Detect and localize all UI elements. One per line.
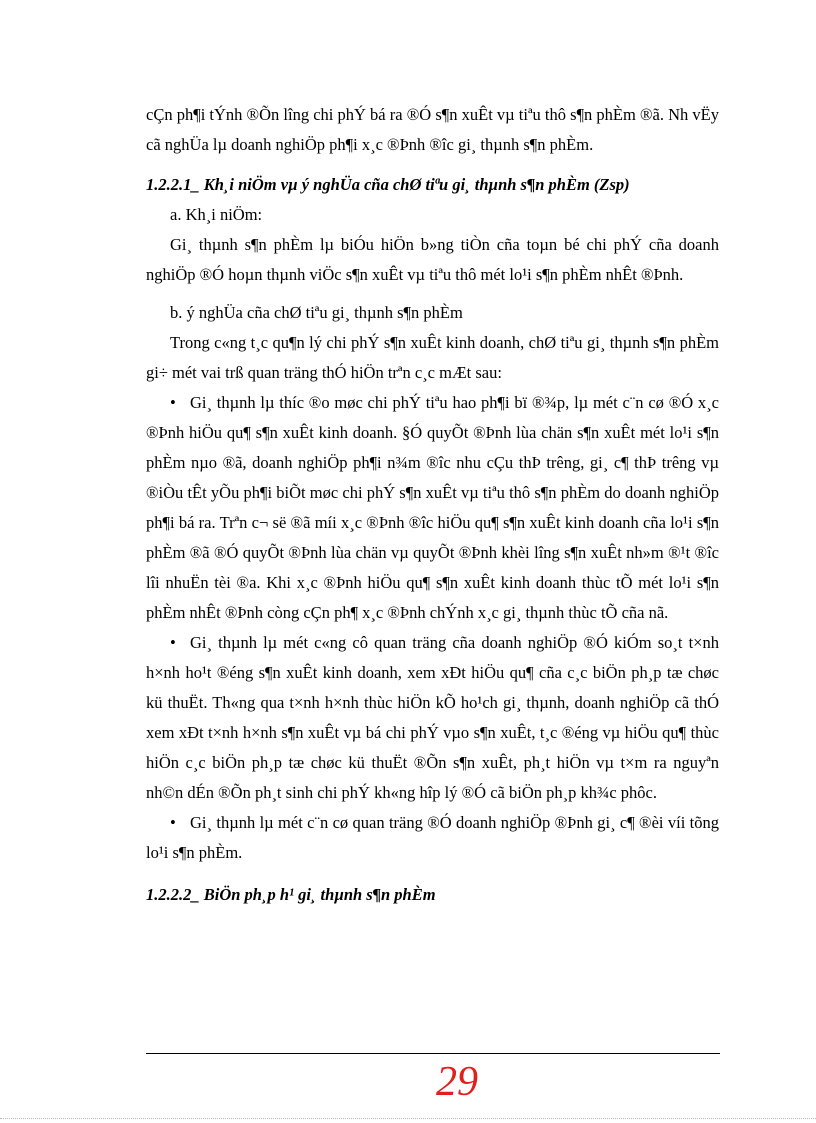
paragraph-significance: Trong c«ng t¸c qu¶n lý chi phÝ s¶n xuÊt kinh doanh, chØ tiªu gi¸ thµnh s¶n phÈm gi÷ mét vai trß quan träng thÓ hiÖn trªn c¸c mÆt sau:: [146, 333, 719, 382]
bullet-dot-icon: •: [170, 633, 176, 652]
bullet-item-2: [146, 628, 719, 808]
paragraph-definition: Gi¸ thµnh s¶n phÈm lµ biÓu hiÖn b»ng tiÒn cña toµn bé chi phÝ cña doanh nghiÖp ®Ó hoµn thµnh viÖc s¶n xuÊt vµ tiªu thô mét lo¹i s¶n phÈm nhÊt ®Þnh.: [146, 235, 719, 284]
bullet-text-2: Gi¸ thµnh lµ mét c«ng cô quan träng cña doanh nghiÖp ®Ó kiÓm so¸t t×nh h×nh ho¹t ®éng s¶n xuÊt kinh doanh, xem xÐt hiÖu qu¶ cña c¸c biÖn ph¸p tæ chøc kü thuËt. Th«ng qua t×nh h×nh thùc hiÖn kÕ ho¹ch gi¸ thµnh, doanh nghiÖp cã thÓ xem xÐt t×nh h×nh s¶n xuÊt vµ bá chi phÝ vµo s¶n xuÊt, t¸c ®éng vµ hiÖu qu¶ thùc hiÖn c¸c biÖn ph¸p tæ chøc kü thuËt ®Õn s¶n xuÊt, ph¸t hiÖn vµ t×m ra nguyªn nh©n dÉn ®Õn ph¸t sinh chi phÝ kh«ng hîp lý ®Ó cã biÖn ph¸p kh¾c phôc.: [146, 633, 719, 802]
paragraph-intro: cÇn ph¶i tÝnh ®Õn lîng chi phÝ bá ra ®Ó s¶n xuÊt vµ tiªu thô s¶n phÈm ®ã. Nh vËy cã nghÜa lµ doanh nghiÖp ph¶i x¸c ®Þnh ®îc gi¸ thµnh s¶n phÈm.: [146, 105, 719, 154]
bullet-text-3: Gi¸ thµnh lµ mét c¨n cø quan träng ®Ó doanh nghiÖp ®Þnh gi¸ c¶ ®èi víi tõng lo¹i s¶n phÈm.: [146, 813, 719, 862]
page-bottom-dotted-line: [0, 1118, 816, 1119]
section-heading-1-2-2-2: 1.2.2.2_ BiÖn ph¸p h¹ gi¸ thµnh s¶n phÈm: [146, 885, 436, 904]
footer-divider: [146, 1053, 720, 1054]
subsection-label-b: b. ý nghÜa cña chØ tiªu gi¸ thµnh s¶n phÈm: [170, 303, 463, 322]
bullet-dot-icon: •: [170, 813, 176, 832]
subsection-label-a: a. Kh¸i niÖm:: [170, 205, 263, 224]
bullet-item-1: [146, 388, 719, 628]
bullet-dot-icon: •: [170, 393, 176, 412]
bullet-item-3: [146, 808, 719, 868]
document-body: [146, 100, 719, 910]
page-number: 29: [436, 1059, 478, 1105]
bullet-text-1: Gi¸ thµnh lµ thíc ®o møc chi phÝ tiªu hao ph¶i bï ®¾p, lµ mét c¨n cø ®Ó x¸c ®Þnh hiÖu qu¶ s¶n xuÊt kinh doanh. §Ó quyÕt ®Þnh lùa chän s¶n xuÊt mét lo¹i s¶n phÈm nµo ®ã, doanh nghiÖp ph¶i n¾m ®îc nhu cÇu thÞ trêng, gi¸ c¶ thÞ trêng vµ ®iÒu tÊt yÕu ph¶i biÕt møc chi phÝ s¶n xuÊt vµ tiªu thô s¶n phÈm do doanh nghiÖp ph¶i bá ra. Trªn c¬ së ®ã míi x¸c ®Þnh ®îc hiÖu qu¶ s¶n xuÊt kinh doanh cña lo¹i s¶n phÈm ®ã ®Ó quyÕt ®Þnh lùa chän vµ quyÕt ®Þnh khèi lîng s¶n xuÊt nh»m ®¹t ®îc lîi nhuËn tèi ®a. Khi x¸c ®Þnh hiÖu qu¶ s¶n xuÊt kinh doanh thùc tÕ mét lo¹i s¶n phÈm nhÊt ®Þnh còng cÇn ph¶ x¸c ®Þnh chÝnh x¸c gi¸ thµnh thùc tÕ cña nã.: [146, 393, 719, 622]
section-heading-1-2-2-1: 1.2.2.1_ Kh¸i niÖm vµ ý nghÜa cña chØ tiªu gi¸ thµnh s¶n phÈm (Zsp): [146, 175, 630, 194]
